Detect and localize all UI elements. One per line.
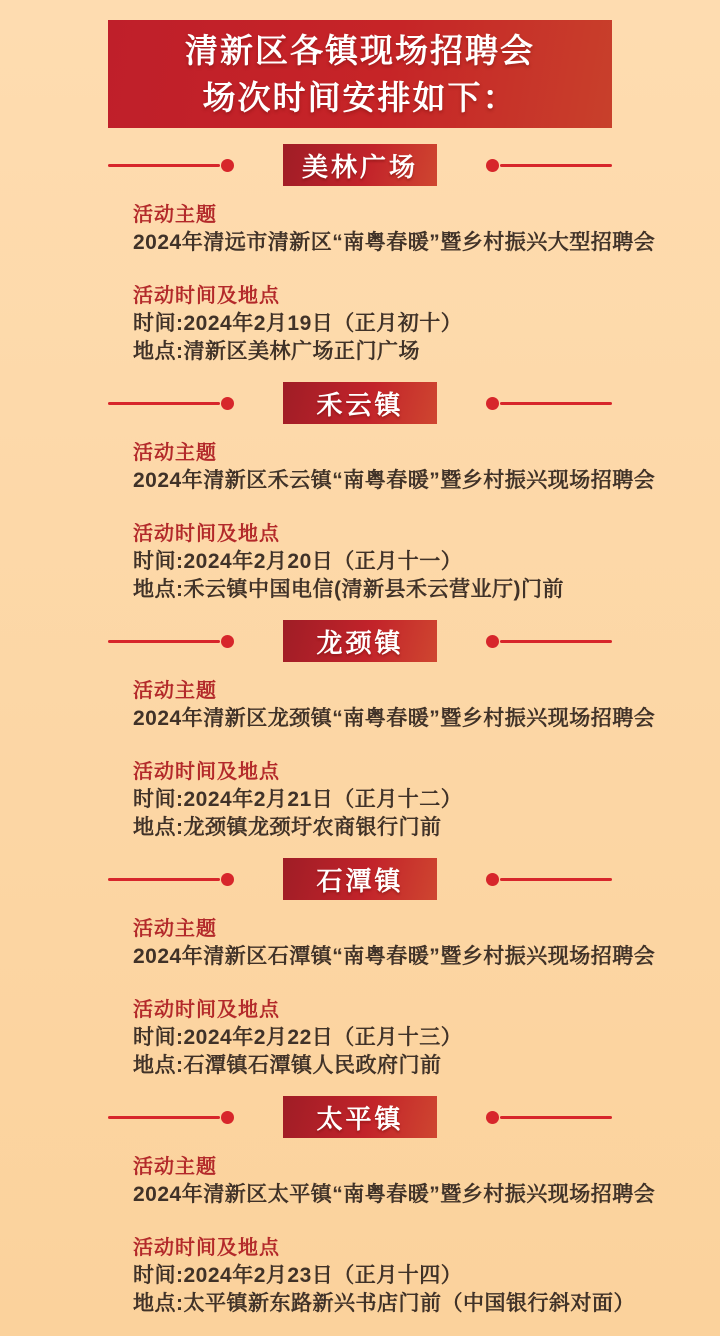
- divider-line: [500, 1116, 612, 1119]
- divider-right: [485, 635, 612, 648]
- theme-label: 活动主题: [133, 680, 217, 702]
- time-text: 时间:2024年2月20日（正月十一）: [133, 550, 463, 573]
- divider-dot: [486, 397, 499, 410]
- town-badge: 美林广场: [283, 144, 437, 186]
- section-body: [133, 201, 680, 366]
- theme-label: 活动主题: [133, 1156, 217, 1178]
- time-text: 时间:2024年2月21日（正月十二）: [133, 788, 463, 811]
- section-header: [108, 1096, 612, 1138]
- theme-text: 2024年清新区禾云镇“南粤春暖”暨乡村振兴现场招聘会: [133, 469, 656, 492]
- town-section-longjing: [0, 620, 720, 842]
- divider-dot: [486, 635, 499, 648]
- divider-line: [108, 1116, 220, 1119]
- time-place-label: 活动时间及地点: [133, 999, 280, 1021]
- theme-text: 2024年清新区太平镇“南粤春暖”暨乡村振兴现场招聘会: [133, 1183, 656, 1206]
- divider-left: [108, 635, 235, 648]
- divider-dot: [221, 159, 234, 172]
- divider-line: [500, 164, 612, 167]
- place-text: 地点:清新区美林广场正门广场: [133, 340, 420, 363]
- banner-title-line1: 清新区各镇现场招聘会: [185, 31, 535, 69]
- section-body: [133, 677, 680, 842]
- section-body: [133, 439, 680, 604]
- divider-right: [485, 159, 612, 172]
- divider-dot: [486, 159, 499, 172]
- theme-text: 2024年清新区龙颈镇“南粤春暖”暨乡村振兴现场招聘会: [133, 707, 656, 730]
- town-badge: 太平镇: [283, 1096, 437, 1138]
- theme-text: 2024年清远市清新区“南粤春暖”暨乡村振兴大型招聘会: [133, 231, 656, 254]
- section-body: [133, 915, 680, 1080]
- theme-text: 2024年清新区石潭镇“南粤春暖”暨乡村振兴现场招聘会: [133, 945, 656, 968]
- divider-dot: [486, 873, 499, 886]
- divider-left: [108, 1111, 235, 1124]
- place-text: 地点:龙颈镇龙颈圩农商银行门前: [133, 816, 442, 839]
- divider-line: [500, 640, 612, 643]
- place-text: 地点:禾云镇中国电信(清新县禾云营业厅)门前: [133, 578, 564, 601]
- theme-label: 活动主题: [133, 442, 217, 464]
- place-text: 地点:石潭镇石潭镇人民政府门前: [133, 1054, 442, 1077]
- header-banner: [108, 20, 612, 128]
- time-place-label: 活动时间及地点: [133, 285, 280, 307]
- divider-line: [108, 878, 220, 881]
- section-header: [108, 620, 612, 662]
- divider-left: [108, 159, 235, 172]
- town-section-meilin: [0, 144, 720, 366]
- town-section-shitan: [0, 858, 720, 1080]
- section-header: [108, 144, 612, 186]
- divider-dot: [486, 1111, 499, 1124]
- time-text: 时间:2024年2月19日（正月初十）: [133, 312, 463, 335]
- theme-label: 活动主题: [133, 918, 217, 940]
- time-place-label: 活动时间及地点: [133, 1237, 280, 1259]
- divider-dot: [221, 397, 234, 410]
- divider-left: [108, 397, 235, 410]
- divider-dot: [221, 1111, 234, 1124]
- divider-line: [108, 164, 220, 167]
- time-text: 时间:2024年2月22日（正月十三）: [133, 1026, 463, 1049]
- banner-title-line2: 场次时间安排如下：: [202, 78, 518, 116]
- time-place-label: 活动时间及地点: [133, 523, 280, 545]
- divider-line: [500, 402, 612, 405]
- divider-right: [485, 873, 612, 886]
- town-badge: 石潭镇: [283, 858, 437, 900]
- section-body: [133, 1153, 680, 1318]
- town-badge: 禾云镇: [283, 382, 437, 424]
- divider-dot: [221, 873, 234, 886]
- town-section-heyun: [0, 382, 720, 604]
- section-header: [108, 858, 612, 900]
- divider-right: [485, 1111, 612, 1124]
- divider-left: [108, 873, 235, 886]
- divider-dot: [221, 635, 234, 648]
- time-place-label: 活动时间及地点: [133, 761, 280, 783]
- divider-right: [485, 397, 612, 410]
- time-text: 时间:2024年2月23日（正月十四）: [133, 1264, 463, 1287]
- divider-line: [500, 878, 612, 881]
- section-header: [108, 382, 612, 424]
- divider-line: [108, 402, 220, 405]
- town-section-taiping: [0, 1096, 720, 1318]
- divider-line: [108, 640, 220, 643]
- place-text: 地点:太平镇新东路新兴书店门前（中国银行斜对面）: [133, 1292, 635, 1315]
- town-badge: 龙颈镇: [283, 620, 437, 662]
- theme-label: 活动主题: [133, 204, 217, 226]
